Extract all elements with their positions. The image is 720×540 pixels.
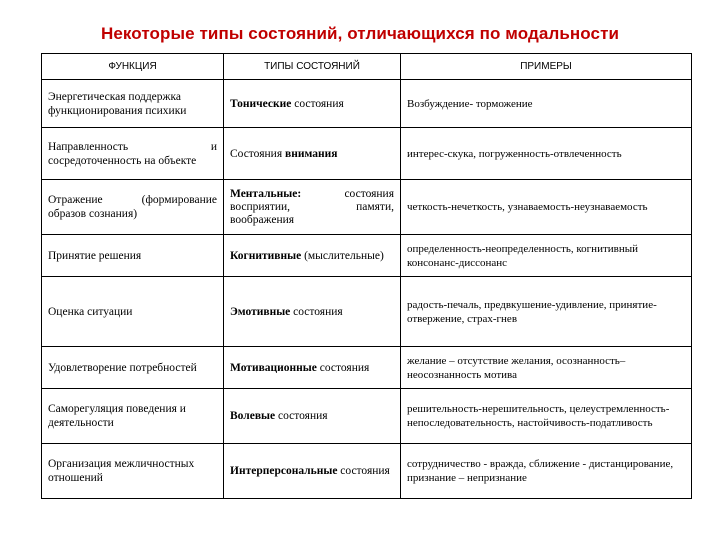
state-type-bold: Эмотивные xyxy=(230,305,291,318)
state-type-rest: состояния xyxy=(337,465,390,477)
state-type-rest: (мыслительные) xyxy=(301,249,384,262)
examples-cell: радость-печаль, предвкушение-удивление, принятие-отвержение, страх-гнев xyxy=(401,277,692,347)
modality-states-table xyxy=(41,53,692,499)
state-type-bold: Ментальные: xyxy=(230,187,302,200)
state-type-pre: Состояния xyxy=(230,147,285,160)
header-state-types: ТИПЫ СОСТОЯНИЙ xyxy=(224,54,401,80)
function-cell: Направленность и сосредоточенность на объекте xyxy=(42,128,224,180)
header-function: ФУНКЦИЯ xyxy=(42,54,224,80)
table-row xyxy=(42,80,692,128)
state-type-cell xyxy=(224,277,401,347)
state-type-rest: состояния восприятии, памяти, воображения xyxy=(230,187,394,226)
state-type-rest: состояния xyxy=(316,361,370,374)
state-type-cell xyxy=(224,80,401,128)
state-type-bold: внимания xyxy=(284,147,338,160)
state-type-rest: состояния xyxy=(291,97,344,110)
table-row xyxy=(42,444,692,499)
state-type-rest: состояния xyxy=(290,305,343,318)
header-examples: ПРИМЕРЫ xyxy=(401,54,692,80)
function-cell: Удовлетворение потребностей xyxy=(42,347,224,389)
examples-cell: Возбуждение- торможение xyxy=(401,80,692,128)
state-type-cell xyxy=(224,444,401,499)
state-type-cell xyxy=(224,235,401,277)
examples-cell: определенность-неопределенность, когнитивный консонанс-диссонанс xyxy=(401,235,692,277)
table-row xyxy=(42,347,692,389)
function-cell: Оценка ситуации xyxy=(42,277,224,347)
function-cell: Организация межличностных отношений xyxy=(42,444,224,499)
page-title: Некоторые типы состояний, отличающихся по модальности xyxy=(100,24,620,43)
table-header-row xyxy=(42,54,692,80)
state-type-bold: Тонические xyxy=(230,97,292,110)
state-type-bold: Интерперсональные xyxy=(230,465,338,477)
state-type-cell xyxy=(224,128,401,180)
state-type-rest: состояния xyxy=(275,410,328,422)
function-cell: Энергетическая поддержка функционирования психики xyxy=(42,80,224,128)
examples-cell: решительность-нерешительность, целеустремленность-непоследовательность, настойчивость-податливость xyxy=(401,389,692,444)
state-type-bold: Волевые xyxy=(230,410,276,422)
examples-cell: четкость-нечеткость, узнаваемость-неузнаваемость xyxy=(401,180,692,235)
function-cell: Принятие решения xyxy=(42,235,224,277)
examples-cell: сотрудничество - вражда, сближение - дистанцирование, признание – непризнание xyxy=(401,444,692,499)
examples-cell: интерес-скука, погруженность-отвлеченность xyxy=(401,128,692,180)
state-type-cell xyxy=(224,389,401,444)
table-row xyxy=(42,389,692,444)
table-row xyxy=(42,128,692,180)
state-type-bold: Мотивационные xyxy=(230,361,317,374)
state-type-bold: Когнитивные xyxy=(230,249,302,262)
table-row xyxy=(42,180,692,235)
table-row xyxy=(42,277,692,347)
state-type-cell xyxy=(224,180,401,235)
examples-cell: желание – отсутствие желания, осознанность–неосознанность мотива xyxy=(401,347,692,389)
table-row xyxy=(42,235,692,277)
function-cell: Саморегуляция поведения и деятельности xyxy=(42,389,224,444)
state-type-cell xyxy=(224,347,401,389)
function-cell: Отражение (формирование образов сознания) xyxy=(42,180,224,235)
